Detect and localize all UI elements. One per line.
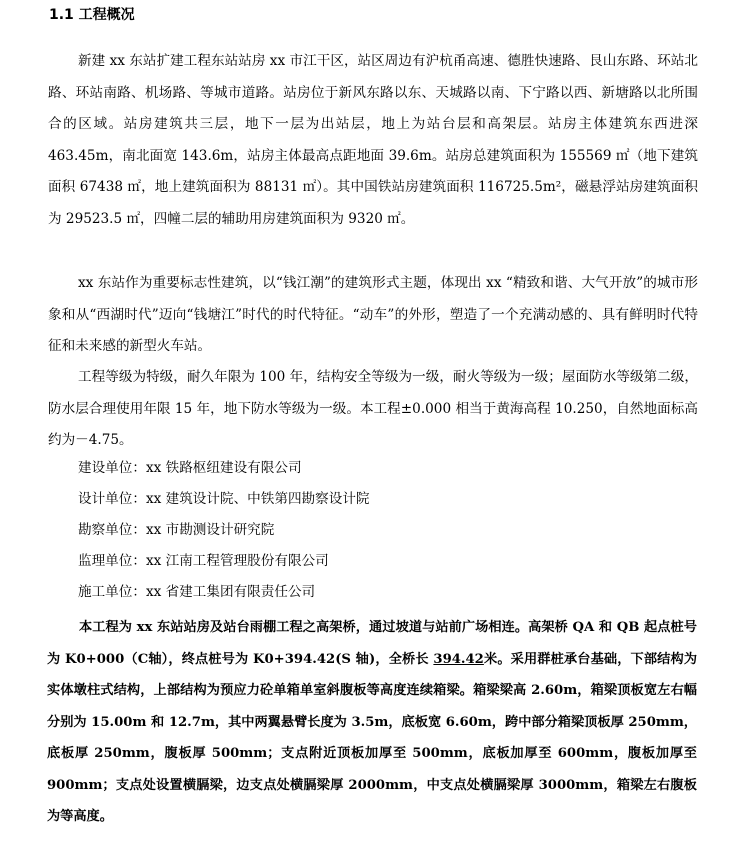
unit-contractor: 施工单位：xx 省建工集团有限责任公司 xyxy=(78,584,316,600)
paragraph-overview: 新建 xx 东站扩建工程东站站房 xx 市江干区，站区周边有沪杭甬高速、德胜快速路、艮山东路、环站北路、环站南路、机场路、等城市道路。站房位于新风东路以东、天城路以南、下宁路以西、新塘路以北所围合的区域。站房建筑共三层，地下一层为出站层，地上为站台层和高架层。站房主体建筑东西进深 463.45m，南北面宽 143.6m，站房主体最高点距地面 39.6m。站房总建筑面积为 155569 ㎡（地下建筑面积 67438 ㎡，地上建筑面积为 88131 ㎡）。其中国铁站房建筑面积 116725.5m²，磁悬浮站房建筑面积为 29523.5 ㎡，四幢二层的辅助用房建筑面积为 9320 ㎡。 xyxy=(48,53,698,227)
unit-survey: 勘察单位：xx 市勘测设计研究院 xyxy=(78,522,275,538)
unit-design: 设计单位：xx 建筑设计院、中铁第四勘察设计院 xyxy=(78,491,370,507)
paragraph-grades: 工程等级为特级，耐久年限为 100 年，结构安全等级为一级，耐火等级为一级；屋面防水等级第二级，防水层合理使用年限 15 年，地下防水等级为一级。本工程±0.000 相当于黄海高程 10.250，自然地面标高约为－4.75。 xyxy=(48,369,698,448)
bridge-text-end: 米。采用群桩承台基础，下部结构为实体墩柱式结构，上部结构为预应力砼单箱单室斜腹板等高度连续箱梁。箱梁梁高 2.60m，箱梁顶板宽左右幅分别为 15.00m 和 12.7m，其中两翼悬臂长度为 3.5m，底板宽 6.60m，跨中部分箱梁顶板厚 250mm，底板厚 250mm，腹板厚 500mm；支点附近顶板加厚至 500mm，底板加厚至 600mm，腹板加厚至 900mm；支点处设置横膈梁，边支点处横膈梁厚 2000mm，中支点处横膈梁厚 3000mm，箱梁左右腹板为等高度。 xyxy=(47,651,698,824)
unit-construction: 建设单位：xx 铁路枢纽建设有限公司 xyxy=(78,460,302,476)
bridge-length-value: 394.42 xyxy=(433,651,484,667)
paragraph-architecture: xx 东站作为重要标志性建筑，以“钱江潮”的建筑形式主题，体现出 xx “精致和谐、大气开放”的城市形象和从“西湖时代”迈向“钱塘江”时代的时代特征。“动车”的外形，塑造了一个充满动感的、具有鲜明时代特征和未来感的新型火车站。 xyxy=(48,275,698,354)
unit-supervision: 监理单位：xx 江南工程管理股份有限公司 xyxy=(78,553,329,569)
paragraph-bridge xyxy=(47,612,697,833)
section-heading: 1.1 工程概况 xyxy=(49,7,135,23)
bridge-text-start: 本工程为 xx 东站站房及站台雨棚工程之高架桥，通过坡道与站前广场相连。高架桥 QA 和 QB 起点桩号为 K0+000（C轴），终点桩号为 K0+394.42(S 轴)，全桥长 xyxy=(47,620,697,667)
